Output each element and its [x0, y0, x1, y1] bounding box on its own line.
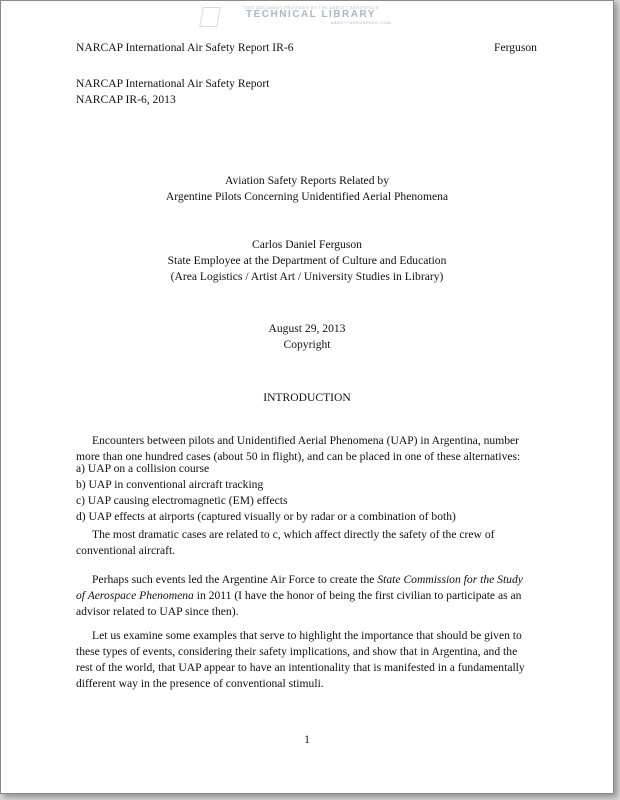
report-line: NARCAP IR-6, 2013 [76, 93, 176, 106]
commission-name: State Commission for the Study [377, 573, 523, 586]
section-heading: INTRODUCTION [263, 391, 351, 404]
list-item: c) UAP causing electromagnetic (EM) effects [76, 494, 288, 507]
watermark-line3: ABBOTTAEROSPACE.COM [330, 20, 391, 25]
author-detail: (Area Logistics / Artist Art / University Studies in Library) [170, 270, 444, 283]
title-line: Argentine Pilots Concerning Unidentified Aerial Phenomena [165, 190, 449, 203]
running-header-left: NARCAP International Air Safety Report IR-6 [76, 41, 294, 54]
commission-name: of Aerospace Phenomena [76, 589, 194, 602]
text-line: Encounters between pilots and Unidentified Aerial Phenomena (UAP) in Argentina, number [92, 434, 520, 447]
text-line: more than one hundred cases (about 50 in flight), and can be placed in one of these alternatives: [76, 450, 521, 463]
page-number: 1 [304, 733, 310, 746]
technical-library-watermark [201, 5, 421, 25]
text-line: The most dramatic cases are related to c, which affect directly the safety of the crew of [92, 528, 495, 541]
report-info [76, 76, 269, 108]
list-item: d) UAP effects at airports (captured visually or by radar or a combination of both) [76, 510, 456, 523]
text-line: these types of events, considering their safety implications, and show that in Argentina, and the [76, 645, 518, 658]
title-line: Aviation Safety Reports Related by [225, 174, 389, 187]
text-line: Let us examine some examples that serve to highlight the importance that should be given to [92, 629, 522, 642]
list-item: a) UAP on a collision course [76, 462, 210, 475]
date-block [1, 321, 613, 353]
paragraph-3 [76, 572, 523, 620]
watermark-line1: THIS DOCUMENT PROVIDED BY THE ABBOTT AEROSPACE [243, 5, 379, 10]
list-item: b) UAP in conventional aircraft tracking [76, 478, 264, 491]
book-logo-icon [199, 7, 221, 27]
paragraph-2 [76, 527, 494, 559]
text-span: Perhaps such events led the Argentine Air Force to create the [92, 573, 378, 586]
text-line: advisor related to UAP since then). [76, 605, 239, 618]
copyright: Copyright [283, 338, 331, 351]
text-line: different way in the presence of conventional stimuli. [76, 677, 324, 690]
paragraph-4 [76, 628, 525, 692]
text-span: in 2011 (I have the honor of being the first civilian to participate as an [193, 589, 522, 602]
alternatives-list [76, 461, 456, 525]
running-header-right: Ferguson [494, 41, 537, 54]
document-title [1, 173, 613, 205]
text-line: conventional aircraft. [76, 544, 176, 557]
watermark-line2: TECHNICAL LIBRARY [246, 9, 376, 20]
report-line: NARCAP International Air Safety Report [76, 77, 270, 90]
author-name: Carlos Daniel Ferguson [252, 238, 362, 251]
date: August 29, 2013 [268, 322, 346, 335]
author-block [1, 237, 613, 285]
text-line: rest of the world, that UAP appear to have an intentionality that is manifested in a fundamentally [76, 661, 525, 674]
author-role: State Employee at the Department of Culture and Education [167, 254, 447, 267]
